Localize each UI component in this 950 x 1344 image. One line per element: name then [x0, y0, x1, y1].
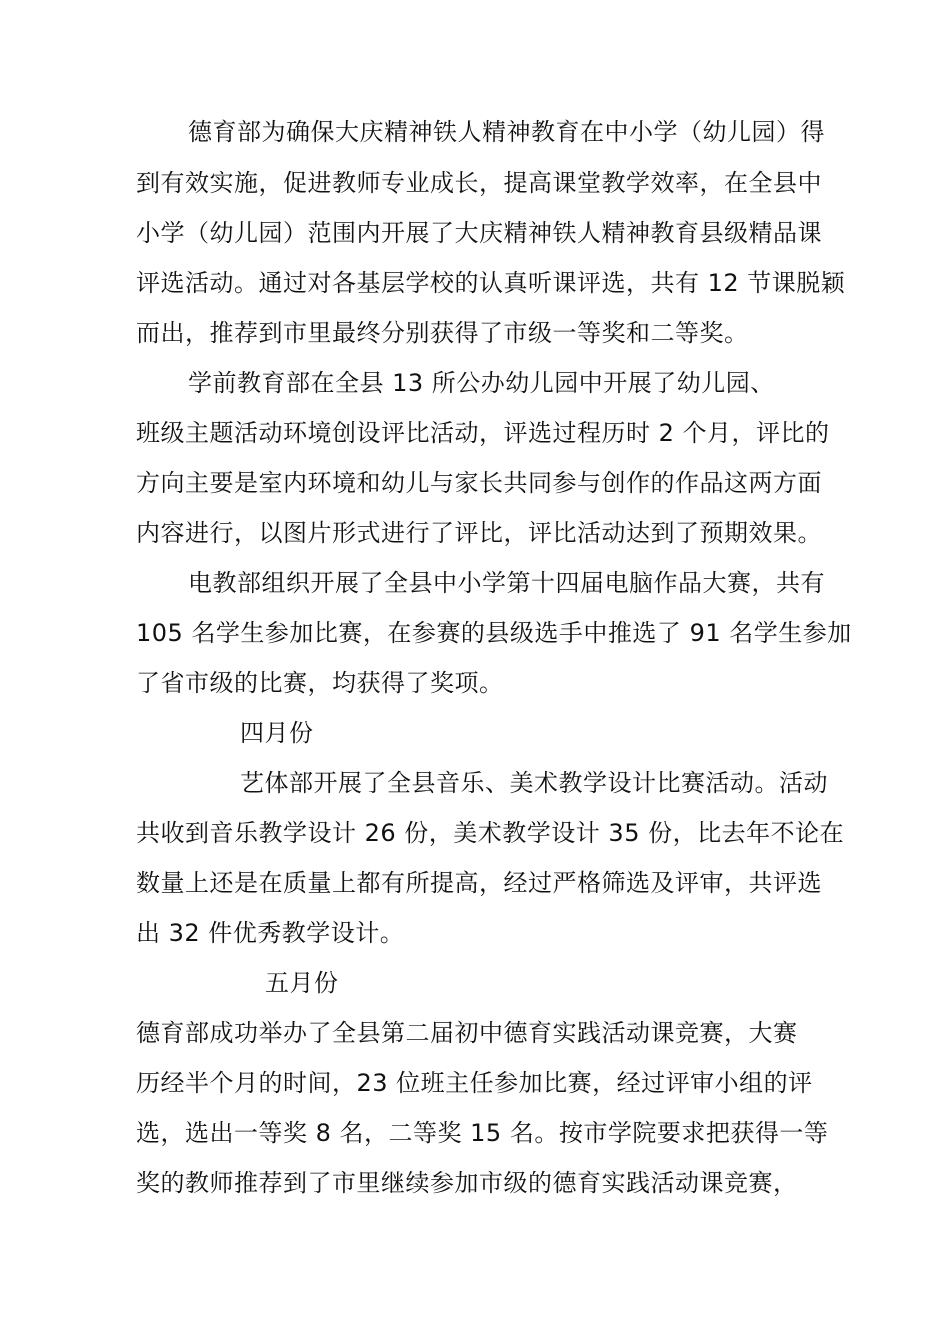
paragraph-line: 共收到音乐教学设计 26 份，美术教学设计 35 份，比去年不论在 [136, 819, 845, 847]
paragraph-line: 评选活动。通过对各基层学校的认真听课评选，共有 12 节课脱颖 [136, 269, 846, 297]
paragraph-line: 出 32 件优秀教学设计。 [136, 919, 405, 947]
section-heading-april: 四月份 [240, 719, 314, 747]
paragraph-line: 历经半个月的时间，23 位班主任参加比赛，经过评审小组的评 [136, 1069, 813, 1097]
paragraph-line: 105 名学生参加比赛，在参赛的县级选手中推选了 91 名学生参加 [136, 619, 852, 647]
paragraph-line: 选，选出一等奖 8 名，二等奖 15 名。按市学院要求把获得一等 [136, 1119, 829, 1147]
paragraph-line: 学前教育部在全县 13 所公办幼儿园中开展了幼儿园、 [188, 369, 775, 397]
paragraph-line: 电教部组织开展了全县中小学第十四届电脑作品大赛，共有 [188, 569, 825, 597]
paragraph-line: 德育部为确保大庆精神铁人精神教育在中小学（幼儿园）得 [188, 118, 825, 146]
paragraph-line: 小学（幼儿园）范围内开展了大庆精神铁人精神教育县级精品课 [136, 219, 822, 247]
paragraph-line: 内容进行，以图片形式进行了评比，评比活动达到了预期效果。 [136, 519, 822, 547]
section-heading-may: 五月份 [265, 969, 339, 997]
paragraph-line: 方向主要是室内环境和幼儿与家长共同参与创作的作品这两方面 [136, 469, 822, 497]
paragraph-line: 德育部成功举办了全县第二届初中德育实践活动课竞赛，大赛 [136, 1019, 798, 1047]
paragraph-line: 而出，推荐到市里最终分别获得了市级一等奖和二等奖。 [136, 319, 749, 347]
paragraph-line: 艺体部开展了全县音乐、美术教学设计比赛活动。活动 [240, 769, 828, 797]
paragraph-line: 数量上还是在质量上都有所提高，经过严格筛选及评审，共评选 [136, 869, 822, 897]
paragraph-line: 奖的教师推荐到了市里继续参加市级的德育实践活动课竞赛， [136, 1169, 798, 1197]
paragraph-line: 到有效实施，促进教师专业成长，提高课堂教学效率，在全县中 [136, 169, 822, 197]
paragraph-line: 班级主题活动环境创设评比活动，评选过程历时 2 个月，评比的 [136, 419, 830, 447]
paragraph-line: 了省市级的比赛，均获得了奖项。 [136, 669, 504, 697]
